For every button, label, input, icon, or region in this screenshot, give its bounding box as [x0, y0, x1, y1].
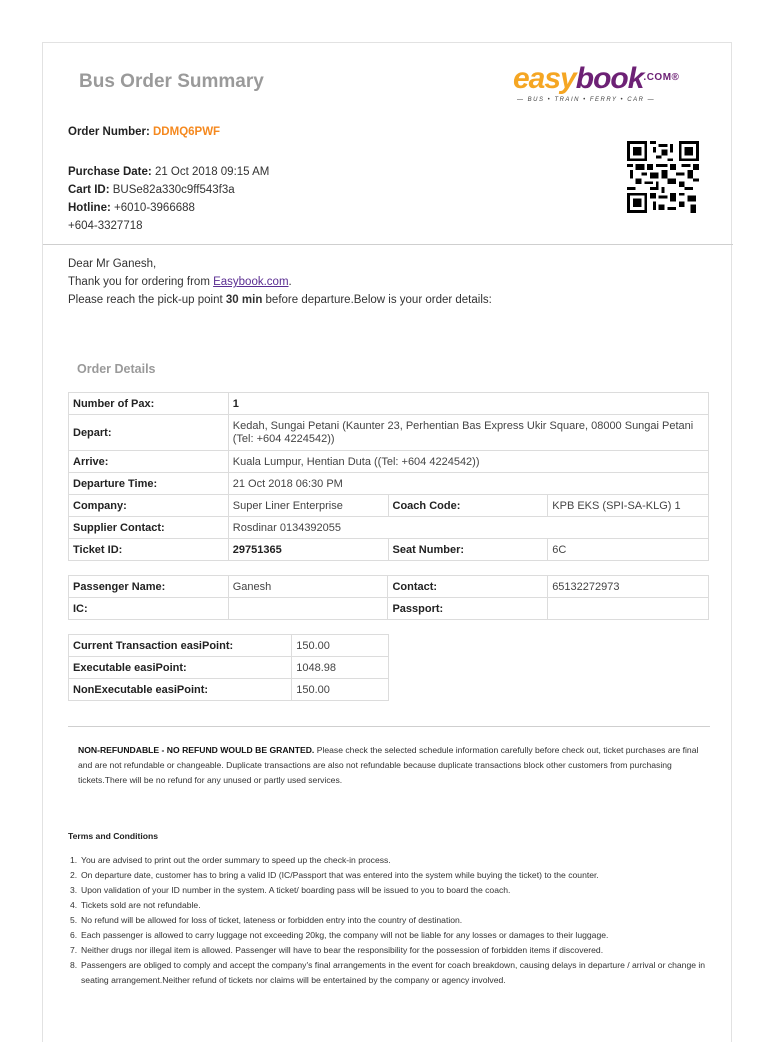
list-item: 2. On departure date, customer has to bring a valid ID (IC/Passport that was entered into the system while buying the ticket) to the counter.	[70, 868, 715, 883]
executable-easipoint-value: 1048.98	[292, 657, 389, 679]
arrive-label: Arrive:	[69, 451, 229, 473]
current-easipoint-label: Current Transaction easiPoint:	[69, 635, 292, 657]
departure-time-label: Departure Time:	[69, 473, 229, 495]
arrive-value: Kuala Lumpur, Hentian Duta ((Tel: +604 4224542))	[228, 451, 708, 473]
terms-heading: Terms and Conditions	[68, 831, 159, 841]
depart-value: Kedah, Sungai Petani (Kaunter 23, Perhentian Bas Express Ukir Square, 08000 Sungai Petani (Tel: +604 4224542))	[228, 415, 708, 451]
term-text: Tickets sold are not refundable.	[81, 900, 201, 910]
term-text: No refund will be allowed for loss of ticket, lateness or forbidden entry into the country of destination.	[81, 915, 463, 925]
list-item: 7. Neither drugs nor illegal item is allowed. Passenger will have to bear the responsibility for the possession of forbidden items if discovered.	[70, 943, 715, 958]
greeting	[68, 255, 492, 309]
terms-list	[70, 853, 715, 988]
easipoint-table	[68, 634, 389, 701]
ic-value	[228, 598, 388, 620]
divider	[43, 244, 733, 245]
easybook-logo	[513, 61, 713, 111]
table-row	[69, 415, 709, 451]
ticket-id-label: Ticket ID:	[69, 539, 229, 561]
term-text: Each passenger is allowed to carry luggage not exceeding 20kg, the company will not be liable for any losses or damages to their luggage.	[81, 930, 609, 940]
greeting-reach-bold: 30 min	[225, 294, 263, 306]
term-text: Passengers are obliged to comply and accept the company's final arrangements in the event for coach breakdown, causing delays in departure / arrival or change in seating arrangement.Neither refund of tickets nor claims will be entertained by the company or agency involved.	[81, 960, 706, 985]
term-text: Neither drugs nor illegal item is allowed. Passenger will have to bear the responsibility for the possession of forbidden items if discovered.	[81, 945, 604, 955]
pax-label: Number of Pax:	[69, 393, 229, 415]
logo-easy: easy	[513, 62, 576, 95]
non-refundable-notice	[78, 743, 703, 788]
order-number	[68, 126, 220, 138]
greeting-thanks	[68, 273, 492, 291]
order-details-table	[68, 392, 709, 561]
order-number-label: Order Number:	[68, 126, 150, 138]
table-row	[69, 451, 709, 473]
table-row	[69, 517, 709, 539]
greeting-reach-prefix: Please reach the pick-up point	[68, 294, 226, 306]
greeting-reach	[68, 291, 492, 309]
passport-value	[548, 598, 709, 620]
company-label: Company:	[69, 495, 229, 517]
depart-label: Depart:	[69, 415, 229, 451]
table-row	[69, 393, 709, 415]
term-text: You are advised to print out the order summary to speed up the check-in process.	[81, 855, 391, 865]
table-row	[69, 635, 389, 657]
cart-id-value: BUSe82a330c9ff543f3a	[112, 184, 235, 196]
logo-wordmark	[513, 61, 713, 96]
table-row	[69, 598, 709, 620]
hotline-label: Hotline:	[68, 202, 111, 214]
list-item: 3. Upon validation of your ID number in the system. A ticket/ boarding pass will be issued to you to board the coach.	[70, 883, 715, 898]
table-row	[69, 473, 709, 495]
list-item: 6. Each passenger is allowed to carry luggage not exceeding 20kg, the company will not be liable for any losses or damages to their luggage.	[70, 928, 715, 943]
hotline-value-2: +604-3327718	[68, 220, 143, 232]
logo-com: .COM®	[643, 72, 680, 83]
purchase-date-value: 21 Oct 2018 09:15 AM	[154, 166, 270, 178]
term-text: Upon validation of your ID number in the system. A ticket/ boarding pass will be issued to you to board the coach.	[81, 885, 511, 895]
order-details-heading: Order Details	[77, 362, 156, 376]
executable-easipoint-label: Executable easiPoint:	[69, 657, 292, 679]
contact-label: Contact:	[388, 576, 548, 598]
notice-text: Please check the selected schedule information carefully before check out, ticket purchases are final and are not refundable or changeable. Duplicate transactions are also not refundable because duplicate transactions block other customers from purchasing tickets.There will be no refund for any unused or partly used services.	[78, 745, 699, 785]
contact-value: 65132272973	[548, 576, 709, 598]
coach-code-value: KPB EKS (SPI-SA-KLG) 1	[548, 495, 709, 517]
supplier-contact-label: Supplier Contact:	[69, 517, 229, 539]
qr-code-icon	[625, 141, 701, 213]
greeting-reach-suffix: before departure.Below is your order details:	[262, 294, 492, 306]
order-summary-page	[42, 42, 732, 1042]
logo-tagline: — BUS • TRAIN • FERRY • CAR —	[517, 97, 656, 103]
divider	[68, 726, 710, 727]
passenger-table	[68, 575, 709, 620]
departure-time-value: 21 Oct 2018 06:30 PM	[228, 473, 708, 495]
table-row	[69, 657, 389, 679]
seat-number-label: Seat Number:	[388, 539, 548, 561]
greeting-thanks-prefix: Thank you for ordering from	[68, 276, 214, 288]
supplier-contact-value: Rosdinar 0134392055	[228, 517, 708, 539]
table-row	[69, 679, 389, 701]
list-item: 4. Tickets sold are not refundable.	[70, 898, 715, 913]
pax-value: 1	[228, 393, 708, 415]
passenger-name-label: Passenger Name:	[69, 576, 229, 598]
list-item: 8. Passengers are obliged to comply and accept the company's final arrangements in the event for coach breakdown, causing delays in departure / arrival or change in seating arrangement.Neither refund of tickets nor claims will be entertained by the company or agency involved.	[70, 958, 715, 988]
ic-label: IC:	[69, 598, 229, 620]
coach-code-label: Coach Code:	[388, 495, 548, 517]
list-item: 5. No refund will be allowed for loss of ticket, lateness or forbidden entry into the country of destination.	[70, 913, 715, 928]
nonexecutable-easipoint-value: 150.00	[292, 679, 389, 701]
list-item: 1. You are advised to print out the order summary to speed up the check-in process.	[70, 853, 715, 868]
passport-label: Passport:	[388, 598, 548, 620]
seat-number-value: 6C	[548, 539, 709, 561]
passenger-name-value: Ganesh	[228, 576, 388, 598]
term-text: On departure date, customer has to bring a valid ID (IC/Passport that was entered into the system while buying the ticket) to the counter.	[81, 870, 599, 880]
hotline-value: +6010-3966688	[114, 202, 195, 214]
cart-id-label: Cart ID:	[68, 184, 110, 196]
ticket-id-value: 29751365	[228, 539, 388, 561]
greeting-thanks-suffix: .	[288, 276, 292, 288]
logo-book: book	[575, 62, 644, 95]
nonexecutable-easipoint-label: NonExecutable easiPoint:	[69, 679, 292, 701]
greeting-dear: Dear Mr Ganesh,	[68, 258, 157, 270]
notice-bold: NON-REFUNDABLE - NO REFUND WOULD BE GRANTED.	[78, 745, 315, 755]
table-row	[69, 576, 709, 598]
table-row	[69, 539, 709, 561]
page-title: Bus Order Summary	[79, 71, 264, 92]
order-info	[68, 163, 269, 235]
current-easipoint-value: 150.00	[292, 635, 389, 657]
purchase-date-label: Purchase Date:	[68, 166, 152, 178]
company-value: Super Liner Enterprise	[228, 495, 388, 517]
easybook-link[interactable]: Easybook.com	[213, 276, 289, 288]
order-number-value: DDMQ6PWF	[153, 126, 221, 138]
table-row	[69, 495, 709, 517]
